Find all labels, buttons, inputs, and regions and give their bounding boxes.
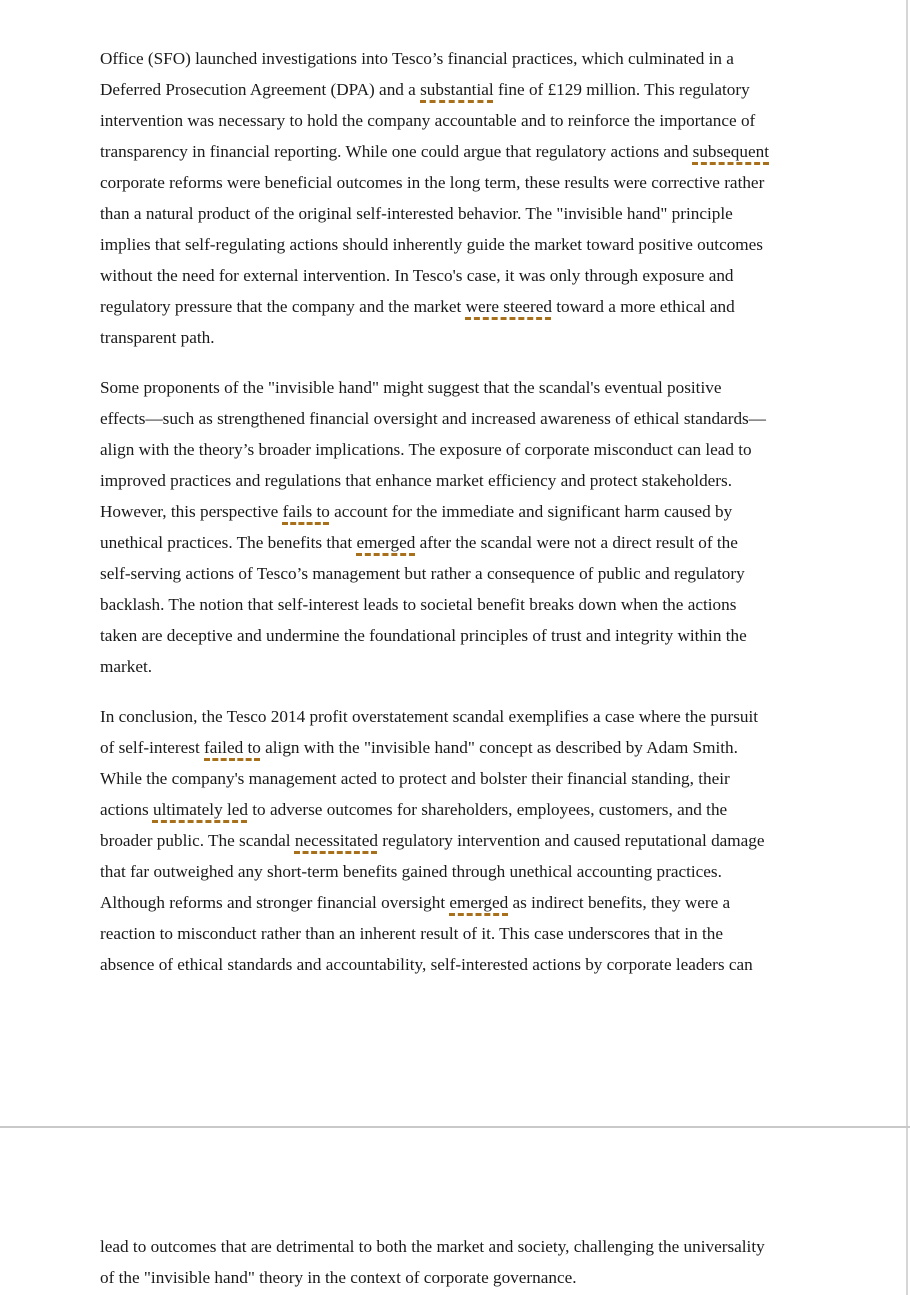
grammar-flag[interactable]: were steered [465,297,552,316]
page-1-body[interactable] [100,43,805,980]
text-line: of the "invisible hand" theory in the context of corporate governance. [100,1268,577,1287]
text-line: self-serving actions of Tesco’s management but rather a consequence of public and regulatory [100,564,745,583]
text-line: Office (SFO) launched investigations into Tesco’s financial practices, which culminated in a [100,49,734,68]
paragraph-1 [100,43,805,353]
text-line: However, this perspective fails to account for the immediate and significant harm caused by [100,502,733,521]
paragraph-2 [100,372,805,682]
text-line: Although reforms and stronger financial oversight emerged as indirect benefits, they were a [100,893,731,912]
text-line: regulatory pressure that the company and the market were steered toward a more ethical and [100,297,735,316]
text-line: implies that self-regulating actions should inherently guide the market toward positive outcomes [100,235,763,254]
paragraph-3 [100,701,805,980]
grammar-flag[interactable]: fails to [282,502,330,521]
text-line: transparent path. [100,328,215,347]
text-line: of self-interest failed to align with the "invisible hand" concept as described by Adam Smith. [100,738,738,757]
text-line: backlash. The notion that self-interest leads to societal benefit breaks down when the actions [100,595,737,614]
grammar-flag[interactable]: failed to [204,738,261,757]
grammar-flag[interactable]: emerged [356,533,416,552]
text-line: without the need for external intervention. In Tesco's case, it was only through exposure and [100,266,734,285]
grammar-flag[interactable]: necessitated [294,831,378,850]
text-line: transparency in financial reporting. While one could argue that regulatory actions and subsequent [100,142,769,161]
text-line: While the company's management acted to protect and bolster their financial standing, their [100,769,730,788]
text-line: align with the theory’s broader implications. The exposure of corporate misconduct can lead to [100,440,752,459]
text-line: absence of ethical standards and accountability, self-interested actions by corporate leaders can [100,955,753,974]
text-line: broader public. The scandal necessitated regulatory intervention and caused reputational damage [100,831,765,850]
text-line: actions ultimately led to adverse outcomes for shareholders, employees, customers, and the [100,800,728,819]
text-line: unethical practices. The benefits that emerged after the scandal were not a direct result of the [100,533,738,552]
text-line: improved practices and regulations that enhance market efficiency and protect stakeholders. [100,471,733,490]
text-line: Deferred Prosecution Agreement (DPA) and a substantial fine of £129 million. This regulatory [100,80,750,99]
text-line: lead to outcomes that are detrimental to both the market and society, challenging the universality [100,1237,765,1256]
text-line: intervention was necessary to hold the company accountable and to reinforce the importance of [100,111,756,130]
text-line: taken are deceptive and undermine the foundational principles of trust and integrity within the [100,626,747,645]
text-line: that far outweighed any short-term benefits gained through unethical accounting practices. [100,862,722,881]
grammar-flag[interactable]: subsequent [692,142,769,161]
page-2-body[interactable] [100,1231,805,1293]
paragraph-spacing [100,353,805,372]
text-line: reaction to misconduct rather than an inherent result of it. This case underscores that in the [100,924,724,943]
text-line: effects—such as strengthened financial oversight and increased awareness of ethical standards— [100,409,766,428]
text-line: market. [100,657,153,676]
grammar-flag[interactable]: emerged [449,893,509,912]
paragraph-spacing [100,682,805,701]
document-page-2 [0,1128,908,1295]
grammar-flag[interactable]: ultimately led [152,800,248,819]
text-line: corporate reforms were beneficial outcomes in the long term, these results were corrective rather [100,173,765,192]
text-line: than a natural product of the original self-interested behavior. The "invisible hand" principle [100,204,733,223]
text-line: In conclusion, the Tesco 2014 profit overstatement scandal exemplifies a case where the pursuit [100,707,759,726]
text-line: Some proponents of the "invisible hand" might suggest that the scandal's eventual positive [100,378,722,397]
grammar-flag[interactable]: substantial [420,80,494,99]
